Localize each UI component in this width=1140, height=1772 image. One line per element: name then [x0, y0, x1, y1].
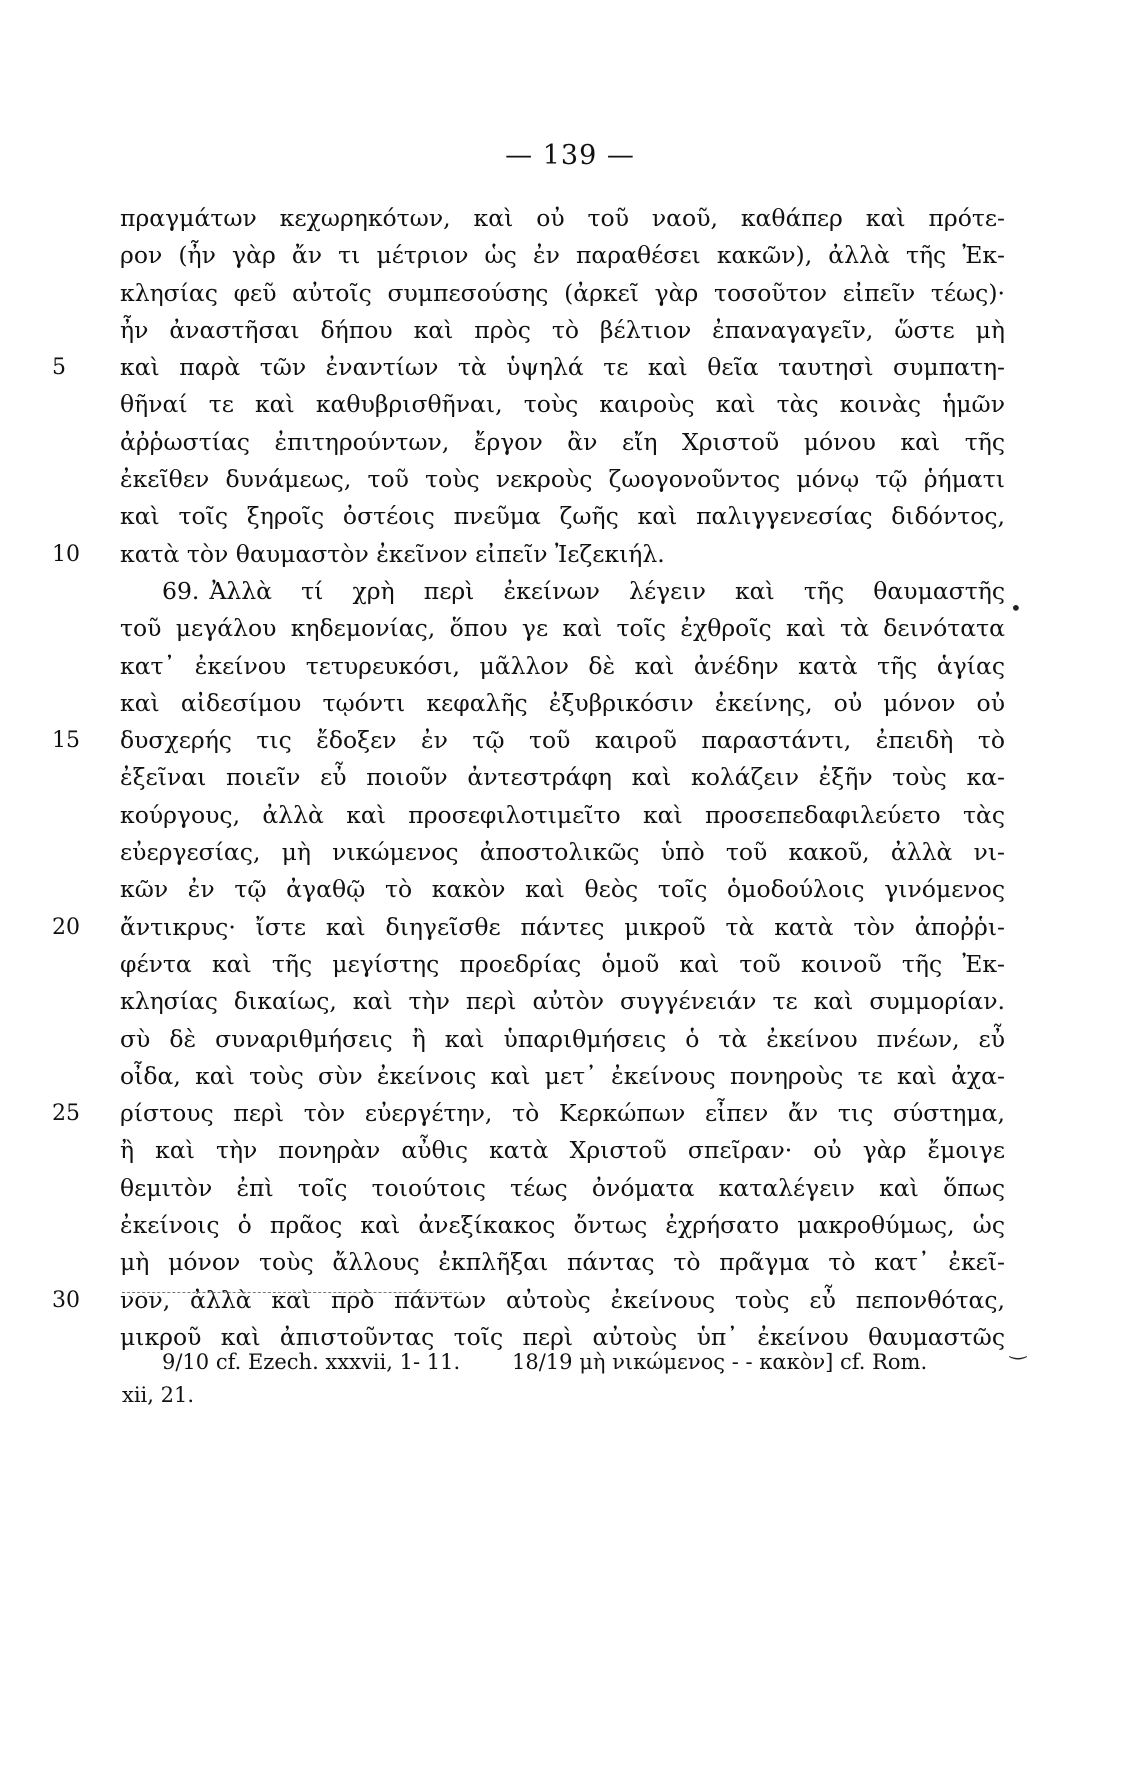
footnote-row — [122, 1379, 1002, 1412]
line-text: κῶν ἐν τῷ ἀγαθῷ τὸ κακὸν καὶ θεὸς τοῖς ὁμοδούλοις γινόμενος — [120, 875, 1005, 904]
footnote-right: 18/19 μὴ νικώμενος - - κακὸν] cf. Rom. — [512, 1350, 928, 1374]
line-text: Ἀλλὰ τί χρὴ περὶ ἐκείνων λέγειν καὶ τῆς θαυμαστῆς — [209, 576, 1005, 605]
line-text: ἦν ἀναστῆσαι δήπου καὶ πρὸς τὸ βέλτιον ἐπαναγαγεῖν, ὥστε μὴ — [120, 315, 1005, 344]
text-line — [120, 1244, 1005, 1281]
line-text: κατ᾽ ἐκείνου τετυρευκόσι, μᾶλλον δὲ καὶ ἀνέδην κατὰ τῆς ἁγίας — [120, 651, 1005, 680]
line-text: μὴ μόνον τοὺς ἄλλους ἐκπλῆξαι πάντας τὸ πρᾶγμα τὸ κατ᾽ ἐκεῖ- — [120, 1248, 1005, 1277]
footnotes — [122, 1346, 1002, 1412]
text-line — [52, 536, 1005, 573]
line-text: κλησίας δικαίως, καὶ τὴν περὶ αὐτὸν συγγένειάν τε καὶ συμμορίαν. — [120, 987, 1005, 1016]
text-line — [120, 275, 1005, 312]
text-line — [120, 797, 1005, 834]
text-line — [120, 573, 1005, 610]
text-line — [120, 759, 1005, 796]
line-text: φέντα καὶ τῆς μεγίστης προεδρίας ὁμοῦ καὶ τοῦ κοινοῦ τῆς Ἐκ- — [120, 949, 1005, 978]
line-text: μικροῦ καὶ ἀπιστοῦντας τοῖς περὶ αὐτοὺς ὑπ᾽ ἐκείνου θαυμαστῶς — [120, 1322, 1005, 1351]
line-text: εὐεργεσίας, μὴ νικώμενος ἀποστολικῶς ὑπὸ τοῦ κακοῦ, ἀλλὰ νι- — [120, 838, 1005, 867]
text-line — [120, 386, 1005, 423]
line-text: κλησίας φεῦ αὐτοῖς συμπεσούσης (ἀρκεῖ γὰρ τοσοῦτον εἰπεῖν τέως)· — [120, 278, 1005, 307]
main-text — [52, 200, 1005, 1356]
line-text: ἐξεῖναι ποιεῖν εὖ ποιοῦν ἀντεστράφη καὶ κολάζειν ἐξῆν τοὺς κα- — [120, 763, 1005, 792]
line-text: ἐκεῖθεν δυνάμεως, τοῦ τοὺς νεκροὺς ζωογονοῦντος μόνῳ τῷ ῥήματι — [120, 465, 1005, 494]
text-line — [52, 349, 1005, 386]
text-line — [120, 1207, 1005, 1244]
line-text: κατὰ τὸν θαυμαστὸν ἐκεῖνον εἰπεῖν Ἰεζεκιήλ. — [120, 539, 665, 568]
line-text: ρον (ἦν γὰρ ἄν τι μέτριον ὡς ἐν παραθέσει κακῶν), ἀλλὰ τῆς Ἐκ- — [120, 241, 1005, 270]
text-line — [52, 1095, 1005, 1132]
text-line — [120, 1132, 1005, 1169]
text-line — [120, 1170, 1005, 1207]
line-text: ἄντικρυς· ἴστε καὶ διηγεῖσθε πάντες μικροῦ τὰ κατὰ τὸν ἀποῤῥι- — [120, 912, 1005, 941]
line-number: 30 — [52, 1287, 80, 1313]
line-text: ἐκείνοις ὁ πρᾶος καὶ ἀνεξίκακος ὄντως ἐχρήσατο μακροθύμως, ὡς — [120, 1211, 1005, 1240]
text-line — [120, 424, 1005, 461]
text-line — [120, 237, 1005, 274]
line-number: 15 — [52, 728, 80, 754]
text-line — [120, 946, 1005, 983]
margin-dot: • — [1010, 596, 1022, 620]
text-line — [120, 1058, 1005, 1095]
footnote-continuation: xii, 21. — [122, 1383, 195, 1407]
line-text: θῆναί τε καὶ καθυβρισθῆναι, τοὺς καιροὺς καὶ τὰς κοινὰς ἡμῶν — [120, 390, 1005, 419]
text-line — [120, 498, 1005, 535]
line-number: 25 — [52, 1101, 80, 1127]
page-number: — 139 — — [505, 140, 635, 171]
text-line — [120, 648, 1005, 685]
line-text: οἶδα, καὶ τοὺς σὺν ἐκείνοις καὶ μετ᾽ ἐκείνους πονηροὺς τε καὶ ἀχα- — [120, 1061, 1005, 1090]
text-line — [120, 1021, 1005, 1058]
footnote-left: 9/10 cf. Ezech. xxxvii, 1- 11. — [162, 1350, 461, 1374]
footnote-rule — [122, 1292, 462, 1293]
text-line — [120, 871, 1005, 908]
line-number: 5 — [52, 355, 66, 381]
line-text: ἀῤῥωστίας ἐπιτηρούντων, ἔργον ἂν εἴη Χριστοῦ μόνου καὶ τῆς — [120, 427, 1005, 456]
text-line — [120, 200, 1005, 237]
line-text: σὺ δὲ συναριθμήσεις ἢ καὶ ὑπαριθμήσεις ὁ τὰ ἐκείνου πνέων, εὖ — [120, 1024, 1005, 1053]
text-line — [120, 461, 1005, 498]
line-text: καὶ παρὰ τῶν ἐναντίων τὰ ὑψηλά τε καὶ θεῖα ταυτησὶ συμπατη- — [120, 353, 1005, 382]
line-text: θεμιτὸν ἐπὶ τοῖς τοιούτοις τέως ὀνόματα καταλέγειν καὶ ὅπως — [120, 1173, 1005, 1202]
text-line — [120, 983, 1005, 1020]
text-line — [120, 685, 1005, 722]
text-line — [52, 1282, 1005, 1319]
text-line — [52, 722, 1005, 759]
margin-dash: ‿ — [1010, 1336, 1027, 1360]
line-text: τοῦ μεγάλου κηδεμονίας, ὅπου γε καὶ τοῖς ἐχθροῖς καὶ τὰ δεινότατα — [120, 614, 1005, 643]
line-text: καὶ αἰδεσίμου τῳόντι κεφαλῆς ἐξυβρικόσιν ἐκείνης, οὐ μόνον οὐ — [120, 688, 1005, 717]
line-text: νον, ἀλλὰ καὶ πρὸ πάντων αὐτοὺς ἐκείνους τοὺς εὖ πεπονθότας, — [120, 1285, 1005, 1314]
text-line — [52, 909, 1005, 946]
line-text: καὶ τοῖς ξηροῖς ὀστέοις πνεῦμα ζωῆς καὶ παλιγγενεσίας διδόντος, — [120, 502, 1005, 531]
line-text: πραγμάτων κεχωρηκότων, καὶ οὐ τοῦ ναοῦ, καθάπερ καὶ πρότε- — [120, 204, 1005, 232]
line-text: κούργους, ἀλλὰ καὶ προσεφιλοτιμεῖτο καὶ προσεπεδαφιλεύετο τὰς — [120, 800, 1005, 829]
text-line — [120, 610, 1005, 647]
line-text: ρίστους περὶ τὸν εὐεργέτην, τὸ Κερκώπων εἶπεν ἄν τις σύστημα, — [120, 1099, 1005, 1128]
line-text: δυσχερής τις ἔδοξεν ἐν τῷ τοῦ καιροῦ παραστάντι, ἐπειδὴ τὸ — [120, 726, 1005, 755]
paragraph-number: 69. — [162, 576, 200, 605]
line-number: 10 — [52, 541, 80, 567]
text-line — [120, 312, 1005, 349]
text-line — [120, 834, 1005, 871]
footnote-row — [162, 1346, 1002, 1379]
line-text: ἢ καὶ τὴν πονηρὰν αὖθις κατὰ Χριστοῦ σπεῖραν· οὐ γὰρ ἔμοιγε — [120, 1136, 1005, 1165]
line-number: 20 — [52, 914, 80, 940]
